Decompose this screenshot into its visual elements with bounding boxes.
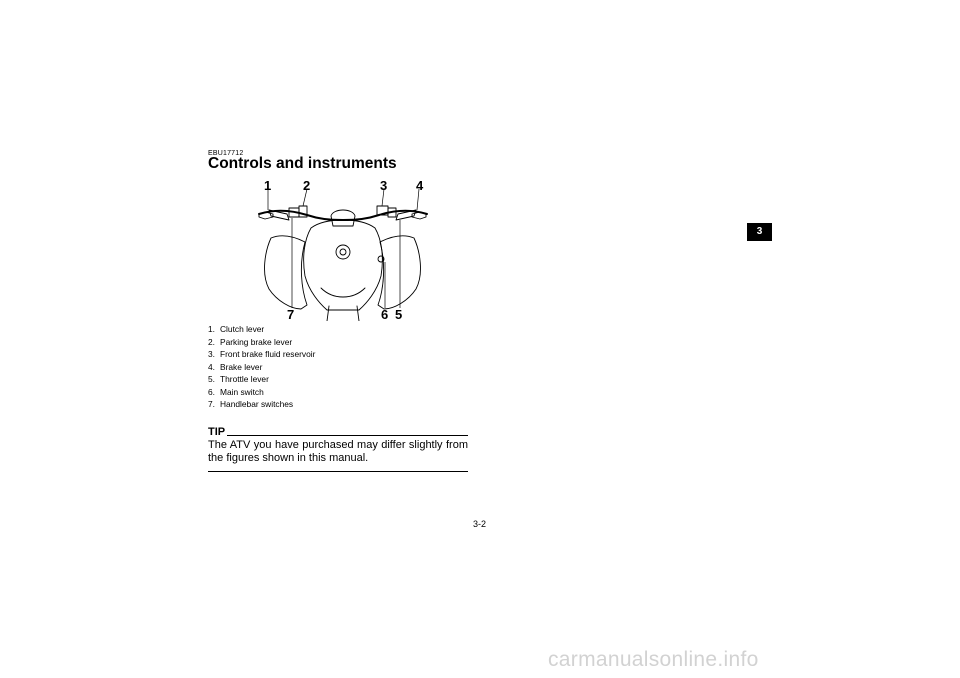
- callout-1: 1: [264, 178, 272, 193]
- callout-4: 4: [416, 178, 424, 193]
- callout-5: 5: [395, 307, 403, 321]
- callout-2: 2: [303, 178, 311, 193]
- callout-7: 7: [287, 307, 295, 321]
- page-number: 3-2: [473, 519, 487, 529]
- chapter-tab: 3: [747, 223, 772, 241]
- tip-bottom-rule: [208, 471, 468, 472]
- watermark: carmanualsonline.info: [548, 648, 759, 671]
- legend-item: [208, 323, 315, 336]
- legend-number: 6.: [208, 386, 215, 397]
- legend-number: 2.: [208, 336, 215, 347]
- legend-item: [208, 361, 315, 374]
- main-switch-key: [340, 249, 346, 255]
- tip-header: [208, 426, 468, 438]
- legend-label: Main switch: [220, 386, 264, 397]
- main-switch-shape: [336, 245, 350, 259]
- headlight-pod: [331, 210, 355, 226]
- tip-box: [208, 426, 468, 472]
- legend-number: 3.: [208, 349, 215, 359]
- callout-6: 6: [381, 307, 389, 321]
- legend-number: 1.: [208, 324, 215, 334]
- legend-label: Clutch lever: [220, 324, 265, 334]
- legend-item: [208, 398, 315, 411]
- legend-label: Brake lever: [220, 361, 263, 372]
- legend-label: Throttle lever: [220, 374, 269, 384]
- handlebar-illustration: [235, 176, 450, 321]
- legend-item: [208, 336, 315, 349]
- fuel-tank: [304, 220, 383, 310]
- tip-text: The ATV you have purchased may differ slightly from the figures shown in this manual.: [208, 439, 468, 464]
- legend-item: [208, 348, 315, 361]
- legend-label: Handlebar switches: [220, 399, 294, 409]
- left-fender: [265, 236, 307, 309]
- atv-handlebar-drawing: [235, 176, 450, 321]
- tip-top-rule: [227, 435, 468, 436]
- callout-3: 3: [380, 178, 388, 193]
- seat-edges: [327, 306, 359, 321]
- legend-number: 5.: [208, 374, 215, 384]
- legend-number: 4.: [208, 361, 215, 372]
- section-code: EBU17712: [208, 150, 244, 157]
- legend-item: [208, 386, 315, 399]
- legend-number: 7.: [208, 399, 215, 409]
- right-fender: [378, 236, 420, 309]
- page-title: Controls and instruments: [208, 155, 397, 172]
- seat-line: [321, 288, 365, 297]
- tip-label: TIP: [208, 426, 226, 438]
- legend-label: Parking brake lever: [220, 336, 293, 347]
- legend-label: Front brake fluid reservoir: [220, 349, 316, 359]
- legend-item: [208, 373, 315, 386]
- figure-legend: [208, 323, 315, 411]
